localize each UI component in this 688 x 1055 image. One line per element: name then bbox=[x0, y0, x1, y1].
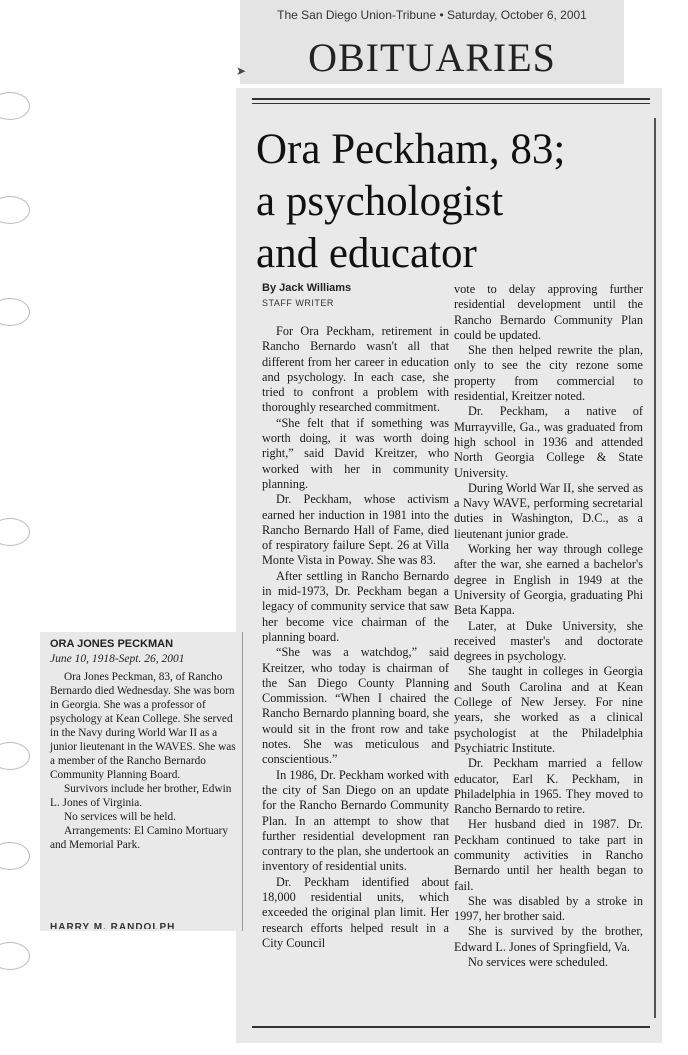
byline: By Jack Williams bbox=[262, 282, 352, 294]
binder-hole bbox=[0, 92, 30, 120]
top-rule bbox=[252, 98, 650, 100]
staff-writer-label: STAFF WRITER bbox=[262, 298, 334, 308]
paragraph: vote to delay approving further residential development until the Rancho Bernardo Community Plan could be updated. bbox=[454, 282, 643, 342]
binder-hole bbox=[0, 518, 30, 546]
binder-hole bbox=[0, 298, 30, 326]
death-notice-sidebar bbox=[40, 632, 243, 931]
paragraph: Ora Jones Peckman, 83, of Rancho Bernardo died Wednesday. She was born in Georgia. She was a professor of psychology at Kean College. She served in the Navy during World War II as a junior lieutenant in the WAVES. She was a member of the Rancho Bernardo Community Planning Board. bbox=[50, 671, 236, 781]
cutoff-name: HARRY M. RANDOLPH bbox=[50, 922, 176, 929]
top-rule-thin bbox=[252, 103, 650, 104]
article-column-2 bbox=[454, 282, 643, 970]
article-clipping bbox=[236, 88, 662, 1043]
headline-line: Ora Peckham, 83; bbox=[256, 126, 566, 173]
paragraph: No services were scheduled. bbox=[468, 955, 608, 970]
bottom-rule bbox=[252, 1026, 650, 1028]
paragraph: Dr. Peckham identified about 18,000 residential units, which exceeded the original plan limit. Her research efforts helped result in a City Council bbox=[262, 874, 449, 950]
paragraph: Later, at Duke University, she received master's and doctorate degrees in psychology. bbox=[454, 618, 643, 664]
paragraph: Her husband died in 1987. Dr. Peckham continued to take part in community activities in Rancho Bernardo until her health began to fail. bbox=[454, 817, 643, 893]
headline-line: a psychologist bbox=[256, 178, 504, 225]
paragraph: No services will be held. bbox=[64, 811, 176, 823]
paragraph: Dr. Peckham married a fellow educator, Earl K. Peckham, in Philadelphia in 1965. They moved to Rancho Bernardo to retire. bbox=[454, 756, 643, 817]
binder-hole bbox=[0, 842, 30, 870]
section-title: OBITUARIES bbox=[308, 35, 556, 80]
paragraph: Survivors include her brother, Edwin L. Jones of Virginia. bbox=[50, 783, 232, 809]
paragraph: “She was a watchdog,” said Kreitzer, who today is chairman of the San Diego County Planning Commission. “When I chaired the Rancho Bernardo planning board, she would sit in the front row and take notes. She was meticulous and conscientious.” bbox=[262, 645, 449, 767]
paragraph: She taught in colleges in Georgia and South Carolina and at Kean College of New Jersey. For nine years, she worked as a clinical psychologist at the Philadelphia Psychiatric Institute. bbox=[454, 664, 643, 755]
paragraph: During World War II, she served as a Navy WAVE, performing secretarial duties in Washington, D.C., as a lieutenant junior grade. bbox=[454, 480, 643, 541]
arrow-mark-icon: ➤ bbox=[236, 64, 247, 78]
paragraph: Working her way through college after the war, she earned a bachelor's degree in English in 1949 at the University of Georgia, graduating Phi Beta Kappa. bbox=[454, 542, 643, 618]
paragraph: Arrangements: El Camino Mortuary and Memorial Park. bbox=[50, 825, 229, 851]
paragraph: Dr. Peckham, whose activism earned her induction in 1981 into the Rancho Bernardo Hall of Fame, died of respiratory failure Sept. 26 at Villa Monte Vista in Poway. She was 83. bbox=[262, 492, 449, 568]
clip-edge bbox=[654, 118, 656, 1018]
paragraph: In 1986, Dr. Peckham worked with the city of San Diego on an update for the Rancho Bernardo Community Plan. In an attempt to show that further residential development ran contrary to the plan, she undertook an inventory of residential units. bbox=[262, 767, 449, 874]
article-column-1 bbox=[262, 324, 449, 951]
masthead-line: The San Diego Union-Tribune • Saturday, October 6, 2001 bbox=[277, 8, 587, 22]
headline bbox=[256, 124, 596, 280]
binder-hole bbox=[0, 196, 30, 224]
binder-hole bbox=[0, 942, 30, 970]
masthead-clipping bbox=[240, 0, 624, 84]
paragraph: Dr. Peckham, a native of Murrayville, Ga., was graduated from high school in 1936 and attended North Georgia College & State University. bbox=[454, 404, 643, 480]
notice-body bbox=[50, 670, 238, 852]
paragraph: For Ora Peckham, retirement in Rancho Bernardo wasn't all that different from her career in education and psychology. In each case, she tried to confront a problem with thoroughly researched commitment. bbox=[262, 324, 449, 415]
notice-name: ORA JONES PECKMAN bbox=[50, 638, 174, 650]
paragraph: “She felt that if something was worth doing, it was worth doing right,” said David Kreitzer, who worked with her in community planning. bbox=[262, 415, 449, 491]
notice-dates: June 10, 1918-Sept. 26, 2001 bbox=[50, 653, 185, 665]
paragraph: After settling in Rancho Bernardo in mid-1973, Dr. Peckham began a legacy of community service that saw her become vice chairman of the planning board. bbox=[262, 568, 449, 644]
headline-line: and educator bbox=[256, 230, 477, 277]
paragraph: She was disabled by a stroke in 1997, her brother said. bbox=[454, 893, 643, 924]
paragraph: She then helped rewrite the plan, only to see the city rezone some property from commercial to residential, Kreitzer noted. bbox=[454, 343, 643, 404]
paragraph: She is survived by the brother, Edward L. Jones of Springfield, Va. bbox=[454, 924, 643, 954]
binder-hole bbox=[0, 742, 30, 770]
